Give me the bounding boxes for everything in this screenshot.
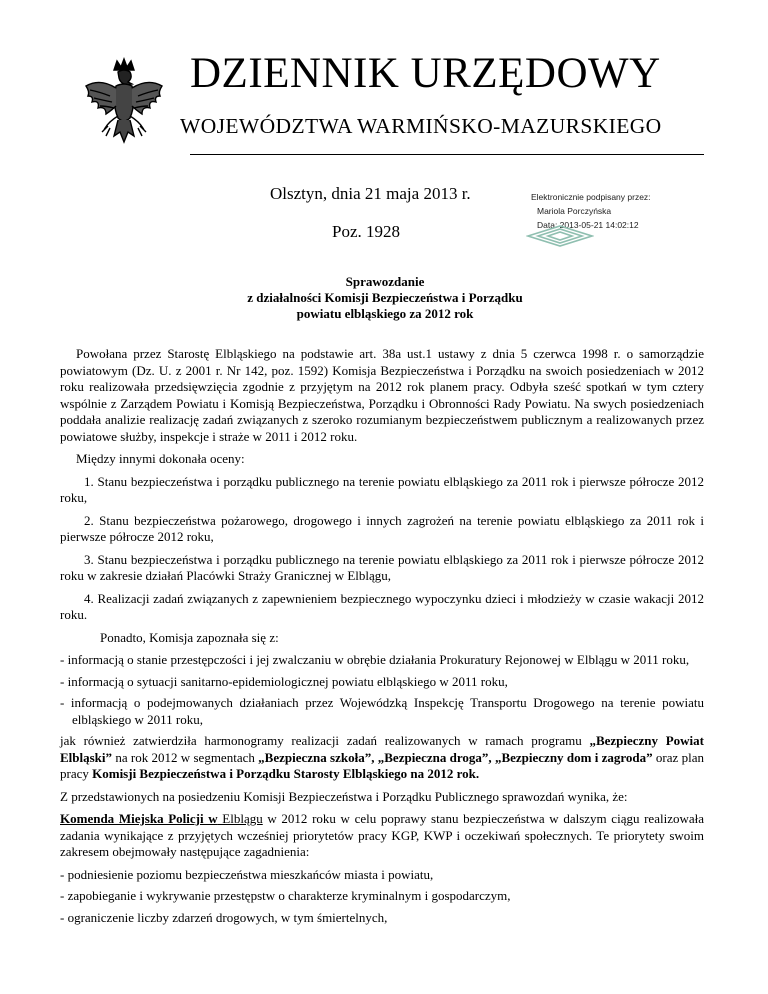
polish-eagle-emblem [80,56,168,156]
heading-line-1: Sprawozdanie [345,274,425,289]
publication-title: DZIENNIK URZĘDOWY [190,50,661,97]
heading-line-2: z działalności Komisji Bezpieczeństwa i Porządku [247,290,523,305]
programme-name: „Bezpieczny Powiat Elbląski” [60,733,704,765]
assessment-item-2: 2. Stanu bezpieczeństwa pożarowego, drogowego i innych zagrożeń na terenie powiatu elbląskiego za 2011 rok i pierwsze półrocze 2012 roku, [60,512,704,544]
paragraph-intro: Powołana przez Starostę Elbląskiego na podstawie art. 38a ust.1 ustawy z dnia 5 czerwca 1998 r. o samorządzie powiatowym (Dz. U. z 2001 r. Nr 142, poz. 1592) Komisja Bezpieczeństwa i Porządku na swoich posiedzeniach w 2012 roku realizowała przedsięwzięcia zgodnie z przyjętym na 2012 rok planem pracy. Odbyła sześć spotkań w tym cztery wspólnie z Zarządem Powiatu i Komisją Bezpieczeństwa, Porządku i Obronności Rady Powiatu. Na swych posiedzeniach poddała analizie realizację zadań związanych z szeroko rozumianym bezpieczeństwem publicznym a realizowanych przez powiatowe służby, inspekcje i straże w 2011 i 2012 roku. [60,346,704,444]
header-divider [190,154,704,155]
commission-plan: Komisji Bezpieczeństwa i Porządku Starosty Elbląskiego na 2012 rok. [92,766,480,781]
position-number: Poz. 1928 [332,222,400,241]
signer-name: Mariola Porczyńska [537,206,612,216]
paragraph-programme [60,733,704,783]
paragraph-assessment-lead: Między innymi dokonała oceny: [76,451,245,466]
signature-date: Data: 2013-05-21 14:02:12 [537,220,639,230]
police-city: Elblągu [217,811,263,826]
paragraph-police [60,811,704,861]
priority-item-3: - ograniczenie liczby zdarzeń drogowych, w tym śmiertelnych, [60,909,388,925]
place-and-date: Olsztyn, dnia 21 maja 2013 r. [270,184,471,203]
signature-caption: Elektronicznie podpisany przez: [531,192,651,202]
programme-text-1: jak również zatwierdziła harmonogramy realizacji zadań realizowanych w ramach programu [60,733,590,748]
assessment-item-3: 3. Stanu bezpieczeństwa i porządku publicznego na terenie powiatu elbląskiego za 2011 rok i pierwsze półrocze 2012 roku w zakresie działań Placówki Straży Granicznej w Elblągu, [60,551,704,583]
assessment-item-4: 4. Realizacji zadań związanych z zapewnieniem bezpiecznego wypoczynku dzieci i młodzieży w czasie wakacji 2012 roku. [60,590,704,622]
review-item-2: - informacją o sytuacji sanitarno-epidemiologicznej powiatu elbląskiego w 2011 roku, [60,673,508,689]
review-item-1: - informacją o stanie przestępczości i jej zwalczaniu w obrębie działania Prokuratury Rejonowej w Elblągu w 2011 roku, [60,652,690,667]
review-item-3: - informacją o podejmowanych działaniach przez Wojewódzką Inspekcję Transportu Drogowego na terenie powiatu elbląskiego w 2011 roku, [60,695,704,727]
paragraph-review-lead: Ponadto, Komisja zapoznała się z: [100,629,279,645]
document-body [60,346,704,931]
police-headquarters: Komenda Miejska Policji w [60,811,218,826]
document-heading [200,274,570,322]
police-text: w 2012 roku w celu poprawy stanu bezpieczeństwa w dalszym ciągu realizowała zadania wynikające z przyjętych wcześniej priorytetów pracy KGP, KWP i oczekiwań społecznych. Te priorytety swoim zakresem obejmowały następujące zagadnienia: [60,811,705,859]
heading-line-3: powiatu elbląskiego za 2012 rok [296,306,474,321]
priority-item-2: - zapobieganie i wykrywanie przestępstw o charakterze kryminalnym i gospodarczym, [60,888,511,903]
signature-stamp-icon [526,225,594,247]
paragraph-reports: Z przedstawionych na posiedzeniu Komisji Bezpieczeństwa i Porządku Publicznego sprawozdań wynika, że: [60,788,628,804]
programme-segments: „Bezpieczna szkoła”, „Bezpieczna droga”, „Bezpieczny dom i zagroda” [258,749,653,765]
priority-item-1: - podniesienie poziomu bezpieczeństwa mieszkańców miasta i powiatu, [60,866,434,882]
programme-text-3: oraz plan pracy [60,749,704,781]
publication-subtitle: WOJEWÓDZTWA WARMIŃSKO-MAZURSKIEGO [180,114,662,138]
programme-text-2: na rok 2012 w segmentach [112,749,259,765]
assessment-item-1: 1. Stanu bezpieczeństwa i porządku publicznego na terenie powiatu elbląskiego za 2011 rok i pierwsze półrocze 2012 roku, [60,473,704,505]
